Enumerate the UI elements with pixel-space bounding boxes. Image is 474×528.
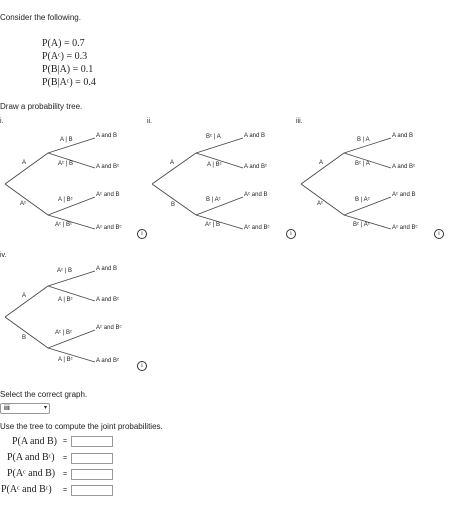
equals-sign: = <box>63 455 68 462</box>
tree-iii-leaf-4: Aᶜ and Bᶜ <box>392 225 418 231</box>
tree-iv-leaf-1: A and B <box>96 266 118 272</box>
select-label: Select the correct graph. <box>0 390 88 399</box>
joint-label-1: P(A and B) <box>12 436 57 447</box>
option-label-iv: iv. <box>0 252 7 259</box>
tree-iv-level1-bottom: B <box>22 335 27 341</box>
tree-ii-level1-bottom: B <box>171 202 176 208</box>
draw-label: Draw a probability tree. <box>0 102 83 111</box>
compute-label: Use the tree to compute the joint probabilities. <box>0 422 163 431</box>
tree-iii-branch-1: B | A <box>357 137 370 143</box>
tree-iv-branch-2: A | Bᶜ <box>58 297 73 303</box>
tree-ii-leaf-4: Aᶜ and Bᶜ <box>244 225 270 231</box>
tree-ii-leaf-3: Aᶜ and B <box>244 192 268 198</box>
tree-i-level1-top: A <box>22 160 27 166</box>
tree-ii-branch-2: A | Bᶜ <box>207 162 222 168</box>
option-label-iii: iii. <box>296 118 303 125</box>
tree-iii-branch-4: Bᶜ | Aᶜ <box>353 222 370 228</box>
joint-input-ac-and-b[interactable] <box>71 469 113 480</box>
info-icon[interactable]: i <box>137 361 147 371</box>
tree-iii-level1-bottom: Aᶜ <box>317 201 324 207</box>
tree-iv-leaf-3: Aᶜ and Bᶜ <box>96 325 122 331</box>
info-icon[interactable]: i <box>434 229 444 239</box>
given-2: P(Aᶜ) = 0.3 <box>42 51 88 62</box>
tree-i-leaf-3: Aᶜ and B <box>96 192 120 198</box>
info-icon[interactable]: i <box>286 229 296 239</box>
tree-iv-level1-top: A <box>22 293 27 299</box>
tree-iv-leaf-2: A and Bᶜ <box>96 297 120 303</box>
tree-iii-branch-2: Bᶜ | A <box>355 161 370 167</box>
tree-iii-leaf-1: A and B <box>392 133 414 139</box>
given-4: P(B|Aᶜ) = 0.4 <box>42 77 96 88</box>
tree-i-leaf-4: Aᶜ and Bᶜ <box>96 225 122 231</box>
tree-iv-branch-1: Aᶜ | B <box>57 268 73 274</box>
tree-iii-level1-top: A <box>319 160 324 166</box>
graph-select-value: iii <box>4 405 10 412</box>
tree-ii-branch-1: Bᶜ | A <box>206 134 221 140</box>
tree-ii-leaf-1: A and B <box>244 133 266 139</box>
equals-sign: = <box>63 471 68 478</box>
joint-input-a-and-bc[interactable] <box>71 453 113 464</box>
tree-iv-branch-4: A | Bᶜ <box>58 357 73 363</box>
tree-i-branch-2: Aᶜ | B <box>58 161 74 167</box>
tree-iii-leaf-3: Aᶜ and B <box>392 192 416 198</box>
tree-iv-leaf-4: A and Bᶜ <box>96 358 120 364</box>
joint-label-2: P(A and Bᶜ) <box>7 452 55 463</box>
joint-input-a-and-b[interactable] <box>71 436 113 447</box>
select-arrows-icon: ▾ <box>43 405 47 411</box>
given-1: P(A) = 0.7 <box>42 38 85 49</box>
joint-label-3: P(Aᶜ and B) <box>7 468 56 479</box>
tree-ii-leaf-2: A and Bᶜ <box>244 164 268 170</box>
graph-select[interactable] <box>0 403 50 414</box>
info-icon[interactable]: i <box>137 229 147 239</box>
tree-i-branch-1: A | B <box>60 137 73 143</box>
tree-i-level1-bottom: Aᶜ <box>20 201 27 207</box>
tree-iii-branch-3: B | Aᶜ <box>355 197 370 203</box>
joint-input-ac-and-bc[interactable] <box>71 485 113 496</box>
joint-label-4: P(Aᶜ and Bᶜ) <box>1 484 52 495</box>
equals-sign: = <box>63 487 68 494</box>
tree-iii-leaf-2: A and Bᶜ <box>392 164 416 170</box>
given-3: P(B|A) = 0.1 <box>42 64 94 75</box>
tree-i-branch-4: Aᶜ | Bᶜ <box>55 222 73 228</box>
tree-ii-branch-3: B | Aᶜ <box>206 197 221 203</box>
tree-i-leaf-1: A and B <box>96 133 118 139</box>
equals-sign: = <box>63 438 68 445</box>
tree-ii-branch-4: Aᶜ | B <box>205 222 221 228</box>
prompt-text: Consider the following. <box>0 13 81 22</box>
tree-i-leaf-2: A and Bᶜ <box>96 164 120 170</box>
tree-i-branch-3: A | Bᶜ <box>58 197 73 203</box>
option-label-i: i. <box>0 118 4 125</box>
tree-iv-branch-3: Aᶜ | Bᶜ <box>55 330 73 336</box>
option-label-ii: ii. <box>147 118 153 125</box>
tree-ii-level1-top: A <box>170 160 175 166</box>
